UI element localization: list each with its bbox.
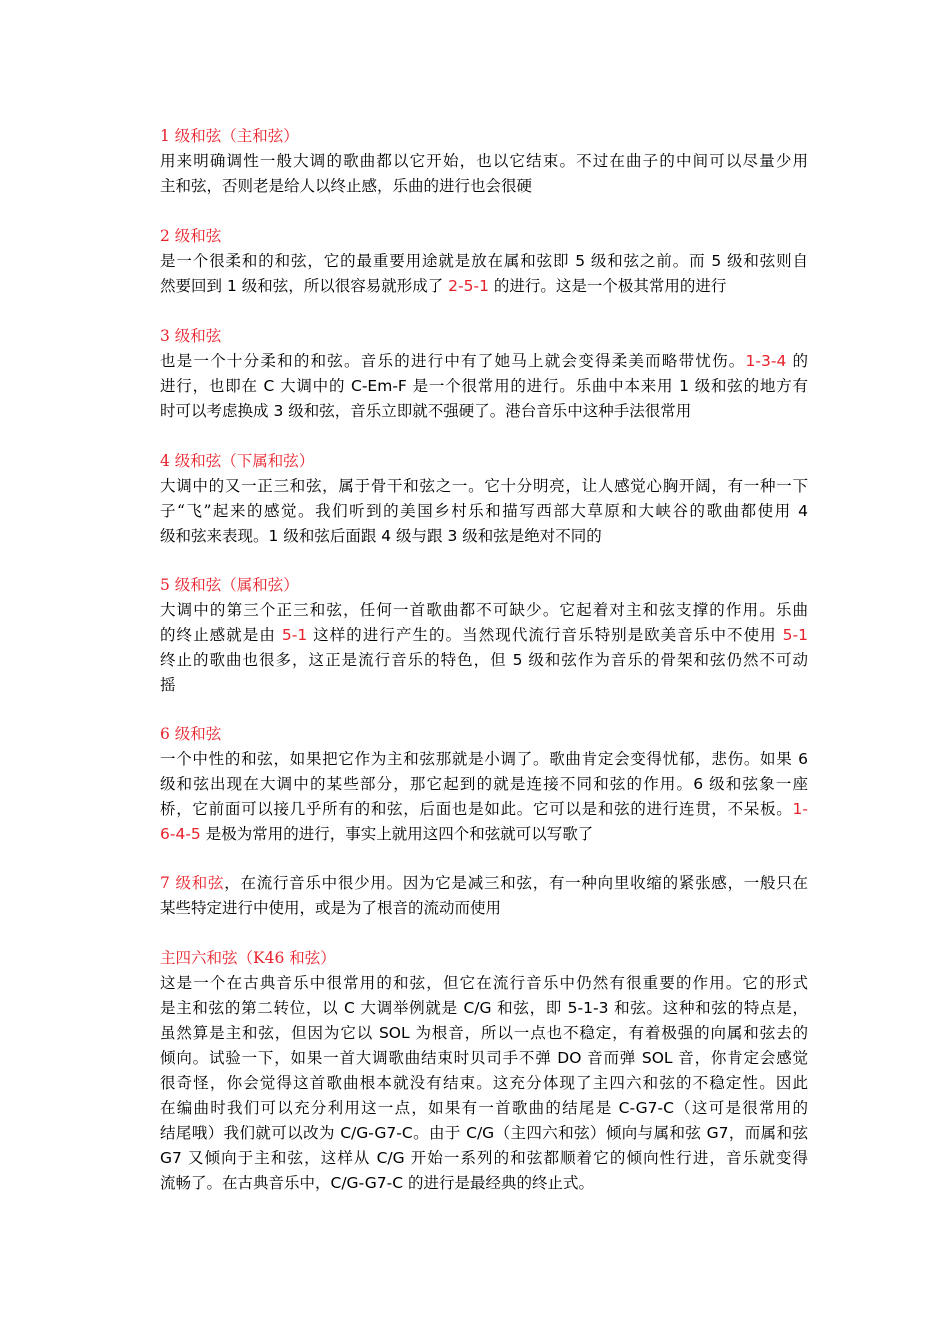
section-heading: 2 级和弦 <box>160 227 222 245</box>
text-segment: 级和弦，音乐立即就不强硬了。港台音乐中这种手法很常用 <box>283 402 692 420</box>
highlighted-text: 5-1 <box>281 626 308 644</box>
text-segment: 级和弦出现在大调中的某些部分，那它起到的就是连接不同和弦的作用。 <box>160 775 694 793</box>
paragraph-line <box>160 1047 808 1069</box>
text-segment: C/G <box>376 1149 405 1167</box>
paragraph-line <box>160 599 808 621</box>
paragraph-line <box>160 275 808 297</box>
paragraph-line <box>160 798 808 820</box>
text-segment: 的进行。这是一个极其常用的进行 <box>488 277 727 295</box>
paragraph-line <box>160 773 808 795</box>
text-segment: 大调中的第三个正三和弦，任何一首歌曲都不可缺少。它起着对主和弦支撑的作用。乐曲 <box>160 601 808 619</box>
paragraph-line <box>160 649 808 671</box>
paragraph-line <box>160 748 808 770</box>
paragraph-line <box>160 400 808 422</box>
text-segment: 级和弦是绝对不同的 <box>457 527 602 545</box>
highlighted-text: 5-1 <box>782 626 808 644</box>
text-segment: 大调中的又一正三和弦，属于骨干和弦之一。它十分明亮，让人感觉心胸开阔，有一种一下 <box>160 477 808 495</box>
text-segment: 终止的歌曲也很多，这正是流行音乐的特色，但 <box>160 651 513 669</box>
text-segment: 主和弦，否则老是给人以终止感，乐曲的进行也会很硬 <box>160 177 533 195</box>
text-segment: 级和弦作为音乐的骨架和弦仍然不可动 <box>522 651 808 669</box>
text-segment: 级和弦后面跟 <box>278 527 382 545</box>
text-segment: 一个中性的和弦，如果把它作为主和弦那就是小调了。歌曲肯定会变得忧郁，悲伤。如果 <box>160 750 799 768</box>
text-segment: 开始一系列的和弦都顺着它的倾向性行进，音乐就变得 <box>404 1149 808 1167</box>
text-segment: 时可以考虑换成 <box>160 402 274 420</box>
text-segment: 5 <box>575 252 586 270</box>
text-segment: 这样的进行产生的。当然现代流行音乐特别是欧美音乐中不使用 <box>307 626 783 644</box>
text-segment: 为根音，所以一点也不稳定，有着极强的向属和弦去的 <box>409 1024 808 1042</box>
text-segment: SOL <box>378 1024 410 1042</box>
text-segment: SOL <box>641 1049 673 1067</box>
paragraph-line <box>160 375 808 397</box>
paragraph-line <box>160 823 808 845</box>
text-segment: 桥，它前面可以接几乎所有的和弦，后面也是如此。它可以是和弦的进行连贯，不呆板。 <box>160 800 793 818</box>
paragraph-line <box>160 250 808 272</box>
text-segment: 级和弦象一座 <box>703 775 808 793</box>
paragraph-line <box>160 150 808 172</box>
text-segment: 1 <box>679 377 689 395</box>
text-segment: 是一个很柔和的和弦，它的最重要用途就是放在属和弦即 <box>160 252 576 270</box>
text-segment: 1 <box>226 277 237 295</box>
paragraph-line <box>160 500 808 522</box>
text-segment: 这是一个在古典音乐中很常用的和弦，但它在流行音乐中仍然有很重要的作用。它的形式 <box>160 974 808 992</box>
text-segment: C <box>344 999 355 1017</box>
text-segment: （主四六和弦）倾向与属和弦 <box>494 1124 707 1142</box>
section-heading: 主四六和弦（K46 和弦） <box>160 949 336 967</box>
text-segment: ，而属和弦 <box>728 1124 808 1142</box>
text-segment: 和弦。这种和弦的特点是， <box>608 999 808 1017</box>
text-segment: 级和弦的地方有 <box>688 377 808 395</box>
text-segment: G7 <box>160 1149 182 1167</box>
paragraph-line <box>160 1097 808 1119</box>
paragraph-line <box>160 475 808 497</box>
text-segment: 3 <box>273 402 284 420</box>
text-segment: 流畅了。在古典音乐中， <box>160 1174 331 1192</box>
paragraph-line <box>160 1172 808 1194</box>
text-segment: （这可是很常用的 <box>673 1099 808 1117</box>
text-segment: 6 <box>693 775 704 793</box>
paragraph-line <box>160 525 808 547</box>
text-segment: 的 <box>786 352 808 370</box>
text-segment: 5 <box>711 252 722 270</box>
paragraph-line <box>160 1122 808 1144</box>
highlighted-text: 7 级和弦 <box>160 874 225 892</box>
text-segment: 倾向。试验一下，如果一首大调歌曲结束时贝司手不弹 <box>160 1049 558 1067</box>
text-segment: 进行，也即在 <box>160 377 264 395</box>
text-segment: 大调举例就是 <box>354 999 464 1017</box>
highlighted-text: 1- <box>792 800 808 818</box>
paragraph-line <box>160 624 808 646</box>
text-segment: 音而弹 <box>581 1049 642 1067</box>
text-segment: 5 <box>512 651 523 669</box>
text-segment: 在编曲时我们可以充分利用这一点，如果有一首歌曲的结尾是 <box>160 1099 619 1117</box>
paragraph-line <box>160 350 808 372</box>
paragraph-line <box>160 1022 808 1044</box>
paragraph-line <box>160 674 808 696</box>
text-segment: 虽然算是主和弦，但因为它以 <box>160 1024 379 1042</box>
text-segment: 级与跟 <box>391 527 448 545</box>
text-segment: 是一个很常用的进行。乐曲中本来用 <box>406 377 680 395</box>
text-segment: 结尾哦）我们就可以改为 <box>160 1124 341 1142</box>
text-segment: C-Em-F <box>351 377 407 395</box>
text-segment: 和弦，即 <box>491 999 568 1017</box>
text-segment: C/G <box>463 999 492 1017</box>
text-segment: ，在流行音乐中很少用。因为它是减三和弦，有一种向里收缩的紧张感，一般只在 <box>224 874 808 892</box>
text-segment: 是极为常用的进行，事实上就用这四个和弦就可以写歌了 <box>200 825 594 843</box>
text-segment: 3 <box>447 527 458 545</box>
text-segment: 的进行是最经典的终止式。 <box>403 1174 594 1192</box>
text-segment: 很奇怪，你会觉得这首歌曲根本就没有结束。这充分体现了主四六和弦的不稳定性。因此 <box>160 1074 808 1092</box>
paragraph-line <box>160 897 808 919</box>
text-segment: 子“飞”起来的感觉。我们听到的美国乡村乐和描写西部大草原和大峡谷的歌曲都使用 <box>160 502 799 520</box>
text-segment: 6 <box>798 750 808 768</box>
text-segment: C/G-G7-C <box>330 1174 404 1192</box>
text-segment: C/G-G7-C <box>340 1124 413 1142</box>
text-segment: DO <box>557 1049 582 1067</box>
section-heading: 1 级和弦（主和弦） <box>160 127 299 145</box>
text-segment: G7 <box>706 1124 729 1142</box>
text-segment: 是主和弦的第二转位，以 <box>160 999 345 1017</box>
text-segment: 用来明确调性一般大调的歌曲都以它开始，也以它结束。不过在曲子的中间可以尽量少用 <box>160 152 808 170</box>
text-segment: 1 <box>268 527 279 545</box>
paragraph-line <box>160 175 808 197</box>
text-segment: 级和弦之前。而 <box>585 252 712 270</box>
text-segment: C <box>263 377 275 395</box>
highlighted-text: 2-5-1 <box>448 277 489 295</box>
section-heading: 5 级和弦（属和弦） <box>160 576 299 594</box>
text-segment: 5-1-3 <box>567 999 609 1017</box>
text-segment: 4 <box>798 502 808 520</box>
text-segment: 大调中的 <box>274 377 352 395</box>
highlighted-text: 1-3-4 <box>745 352 787 370</box>
text-segment: 级和弦，所以很容易就形成了 <box>236 277 449 295</box>
text-segment: 。由于 <box>412 1124 467 1142</box>
section-heading: 3 级和弦 <box>160 327 222 345</box>
text-segment: 然要回到 <box>160 277 227 295</box>
paragraph-line <box>160 972 808 994</box>
text-segment: C/G <box>466 1124 495 1142</box>
text-segment: 的终止感就是由 <box>160 626 282 644</box>
text-segment: 级和弦来表现。 <box>160 527 269 545</box>
section-heading: 4 级和弦（下属和弦） <box>160 452 315 470</box>
paragraph-line <box>160 997 808 1019</box>
text-segment: 级和弦则自 <box>721 252 808 270</box>
text-segment: 4 <box>381 527 392 545</box>
text-segment: 音，你肯定会感觉 <box>672 1049 809 1067</box>
highlighted-text: 6-4-5 <box>160 825 201 843</box>
paragraph-line <box>160 872 808 894</box>
paragraph-line <box>160 1072 808 1094</box>
section-heading: 6 级和弦 <box>160 725 222 743</box>
text-segment: 某些特定进行中使用，或是为了根音的流动而使用 <box>160 899 502 917</box>
text-segment: C-G7-C <box>618 1099 674 1117</box>
paragraph-line <box>160 1147 808 1169</box>
text-segment: 又倾向于主和弦，这样从 <box>181 1149 377 1167</box>
text-segment: 也是一个十分柔和的和弦。音乐的进行中有了她马上就会变得柔美而略带忧伤。 <box>160 352 746 370</box>
text-segment: 摇 <box>160 676 176 694</box>
